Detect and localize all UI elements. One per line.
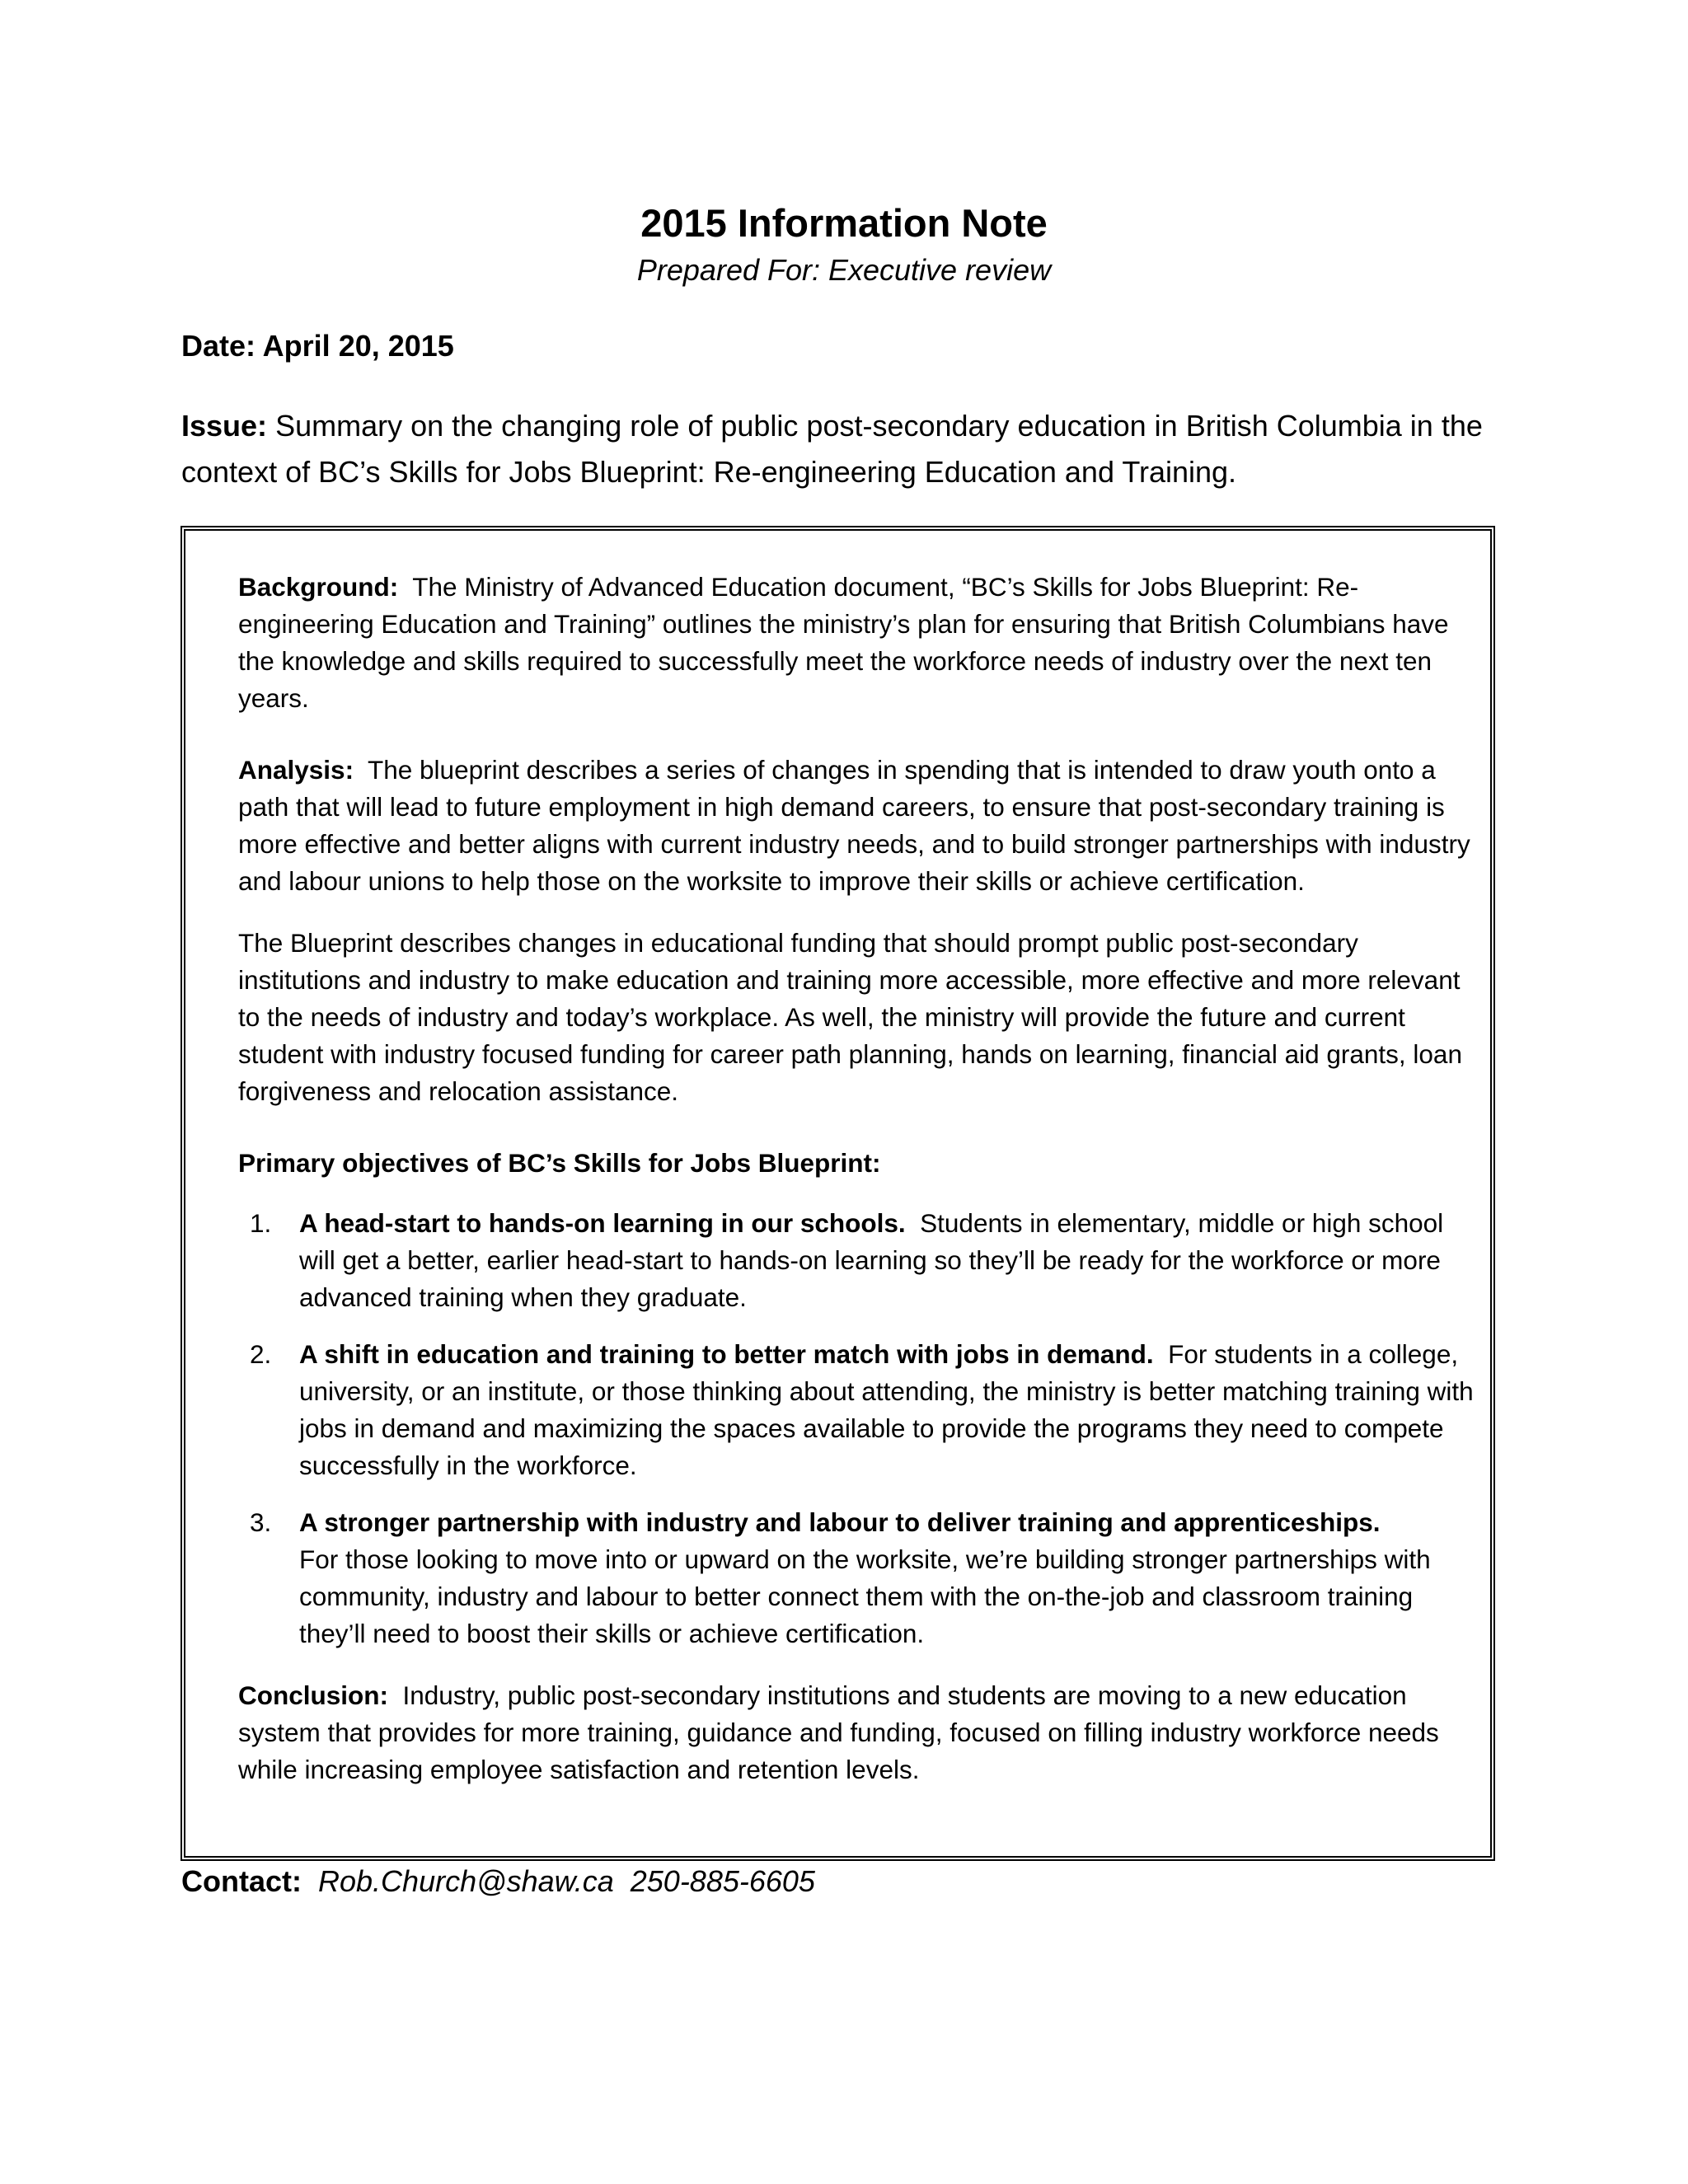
list-item-text: Students in elementary, middle or high school will get a better, earlier head-start to hands-on learning so they’ll be ready for the workforce or more advanced training when they graduate. bbox=[299, 1208, 1444, 1312]
list-item bbox=[238, 1205, 1475, 1316]
list-item-number: 3. bbox=[250, 1507, 272, 1537]
conclusion-label: Conclusion: bbox=[238, 1680, 388, 1710]
list-item-text: For those looking to move into or upward on the worksite, we’re building stronger partnerships with community, industry and labour to better connect them with the on-the-job and classroom training they’ll need to boost their skills or achieve certification. bbox=[299, 1544, 1431, 1648]
analysis-paragraph bbox=[238, 752, 1475, 900]
background-paragraph bbox=[238, 569, 1475, 717]
summary-box bbox=[181, 526, 1495, 1861]
list-item-title: A shift in education and training to better match with jobs in demand. bbox=[299, 1339, 1154, 1369]
list-item bbox=[238, 1336, 1475, 1484]
list-item-number: 2. bbox=[250, 1339, 272, 1369]
contact-email: Rob.Church@shaw.ca bbox=[318, 1864, 614, 1898]
contact-line bbox=[181, 1863, 815, 1900]
list-item-title: A stronger partnership with industry and labour to deliver training and apprenticeships. bbox=[299, 1507, 1381, 1537]
background-text: The Ministry of Advanced Education document, “BC’s Skills for Jobs Blueprint: Re-engineering Education and Training” outlines the ministry’s plan for ensuring that British Columbians have the knowledge and skills required to successfully meet the workforce needs of industry over the next ten years. bbox=[238, 572, 1449, 713]
issue-section bbox=[181, 403, 1517, 495]
document-title: 2015 Information Note bbox=[640, 201, 1048, 245]
document-date: Date: April 20, 2015 bbox=[181, 329, 454, 363]
background-label: Background: bbox=[238, 572, 399, 602]
issue-label: Issue: bbox=[181, 409, 268, 443]
objectives-list bbox=[238, 1205, 1475, 1652]
contact-label: Contact: bbox=[181, 1864, 302, 1898]
objectives-heading: Primary objectives of BC’s Skills for Jobs Blueprint: bbox=[238, 1148, 881, 1178]
issue-text: Summary on the changing role of public post-secondary education in British Columbia in the context of BC’s Skills for Jobs Blueprint: Re-engineering Education and Training. bbox=[181, 409, 1483, 489]
list-item bbox=[238, 1504, 1475, 1652]
analysis-text: The blueprint describes a series of changes in spending that is intended to draw youth onto a path that will lead to future employment in high demand careers, to ensure that post-secondary training is more effective and better aligns with current industry needs, and to build stronger partnerships with industry and labour unions to help those on the worksite to improve their skills or achieve certification. bbox=[238, 755, 1470, 896]
document-subtitle: Prepared For: Executive review bbox=[636, 253, 1052, 287]
list-item-number: 1. bbox=[250, 1208, 272, 1238]
contact-phone: 250-885-6605 bbox=[630, 1864, 815, 1898]
summary-box-content bbox=[238, 569, 1475, 1788]
conclusion-paragraph bbox=[238, 1677, 1475, 1788]
conclusion-text: Industry, public post-secondary institutions and students are moving to a new education system that provides for more training, guidance and funding, focused on filling industry workforce needs while increasing employee satisfaction and retention levels. bbox=[238, 1680, 1439, 1784]
analysis-label: Analysis: bbox=[238, 755, 354, 785]
list-item-text: For students in a college, university, or an institute, or those thinking about attending, the ministry is better matching training with jobs in demand and maximizing the spaces available to provide the programs they need to compete successfully in the workforce. bbox=[299, 1339, 1474, 1480]
list-item-title: A head-start to hands-on learning in our schools. bbox=[299, 1208, 906, 1238]
analysis-paragraph-2: The Blueprint describes changes in educational funding that should prompt public post-secondary institutions and industry to make education and training more accessible, more effective and more relevant to the needs of industry and today’s workplace. As well, the ministry will provide the future and current student with industry focused funding for career path planning, hands on learning, financial aid grants, loan forgiveness and relocation assistance. bbox=[238, 928, 1462, 1106]
